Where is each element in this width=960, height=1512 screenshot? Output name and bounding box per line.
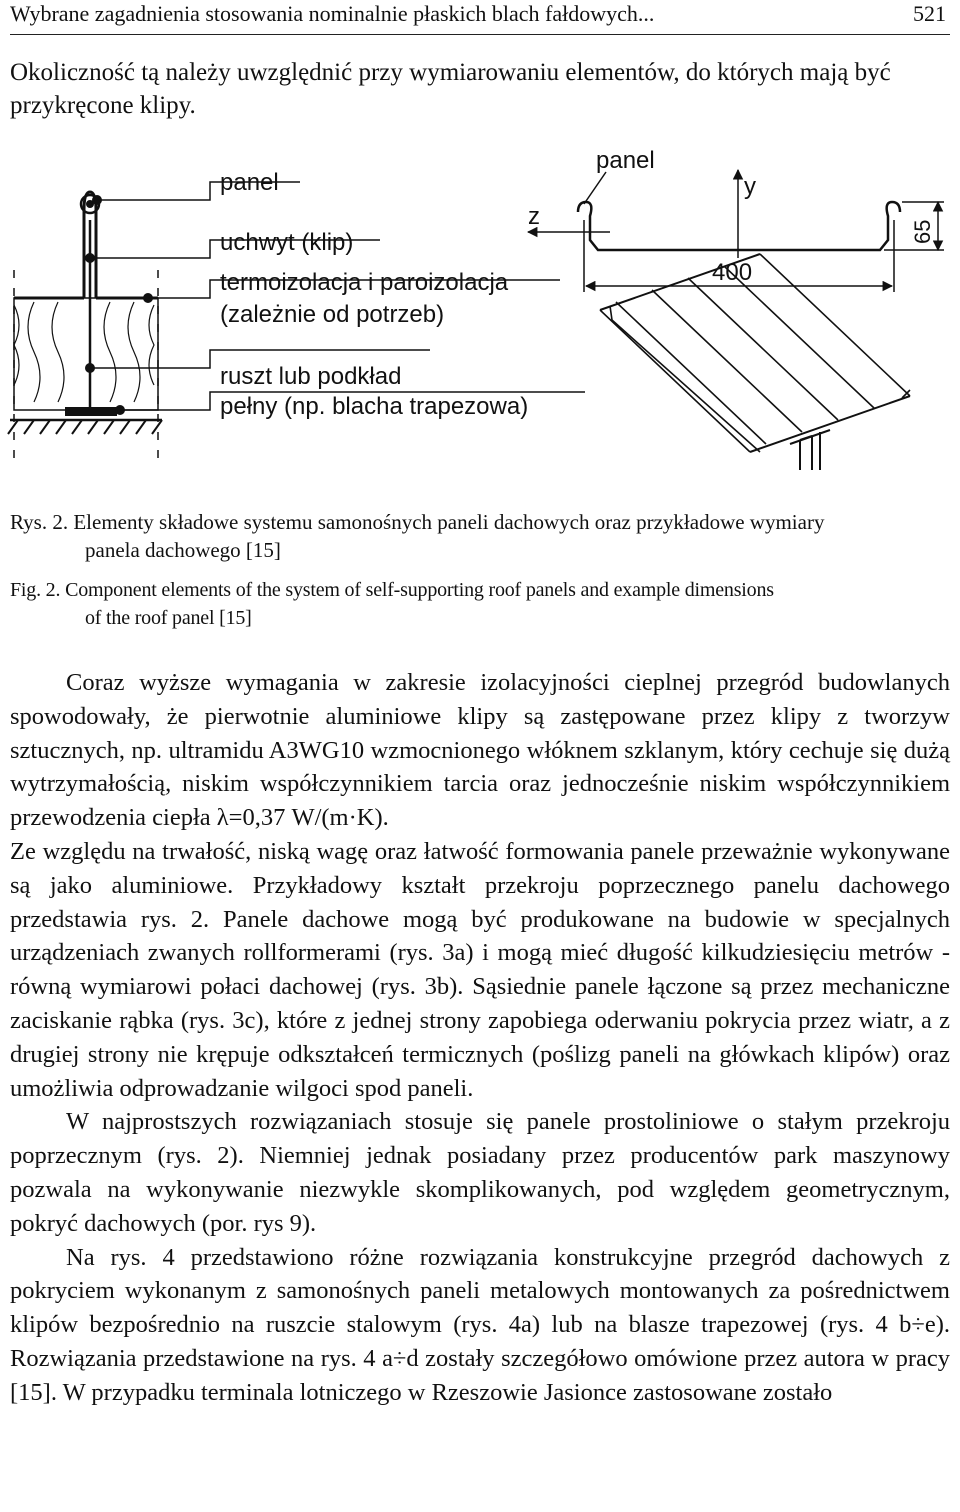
caption-polish <box>10 508 950 564</box>
label-panel-profile: panel <box>596 147 655 174</box>
paragraph-4: Na rys. 4 przedstawiono różne rozwiązania konstrukcyjne przegród dachowych z pokryciem wykonanym z samonośnych paneli metalowych montowanych za pośrednictwem klipów bezpośrednio na ruszcie stalowym (rys. 4a) lub na blasze trapezowej (rys. 4 b÷e). Rozwiązania przedstawione na rys. 4 a÷d zostały szczegółowo omówione przez autora w pracy [15]. W przypadku terminala lotniczego w Rzeszowie Jasionce zastosowane zostało <box>10 1243 950 1406</box>
running-header <box>10 0 950 35</box>
label-axis-z: z <box>528 203 540 230</box>
label-width-400: 400 <box>712 259 753 286</box>
profile-drawing <box>528 170 944 470</box>
caption-polish-line2: panela dachowego [15] <box>85 538 281 562</box>
caption-english <box>10 576 950 632</box>
paragraph-1: Coraz wyższe wymagania w zakresie izolacyjności cieplnej przegród budowlanych spowodowały, że pierwotnie aluminiowe klipy są zastępowane przez klipy z tworzyw sztucznych, np. ultramidu A3WG10 wzmocnionego włóknem szklanym, który cechuje się dużą wytrzymałością, niskim współczynnikiem tarcia oraz jednocześnie niskim współczynnikiem przewodzenia ciepła λ=0,37 W/(m·K). <box>10 669 950 832</box>
label-panel: panel <box>220 169 279 196</box>
header-title: Wybrane zagadnienia stosowania nominalnie płaskich blach fałdowych... <box>10 1 655 26</box>
caption-english-line1: Fig. 2. Component elements of the system of self-supporting roof panels and example dimensions <box>10 579 774 601</box>
body-text <box>10 666 950 1410</box>
label-support-1: ruszt lub podkład <box>220 363 402 390</box>
label-height-65: 65 <box>910 219 935 244</box>
paragraph-3: W najprostszych rozwiązaniach stosuje się panele prostoliniowe o stałym przekroju poprzecznym (rys. 2). Niemniej jednak posiadany przez producentów park maszynowy pozwala na wykonywanie niezwykle skomplikowanych, pod względem geometrycznym, pokryć dachowych (por. rys 9). <box>10 1108 950 1237</box>
intro-paragraph: Okoliczność tą należy uwzględnić przy wymiarowaniu elementów, do których mają być przykręcone klipy. <box>10 59 891 119</box>
label-insulation-2: (zależnie od potrzeb) <box>220 301 445 328</box>
caption-english-line2: of the roof panel [15] <box>85 607 252 629</box>
label-support-2: pełny (np. blacha trapezowa) <box>220 393 529 420</box>
label-insulation-1: termoizolacja i paroizolacja <box>220 269 509 296</box>
figure-2 <box>0 140 960 470</box>
figure-drawing <box>0 140 960 470</box>
label-axis-y: y <box>744 173 756 200</box>
label-clip: uchwyt (klip) <box>220 229 354 256</box>
page-number: 521 <box>913 1 946 26</box>
caption-polish-line1: Rys. 2. Elementy składowe systemu samonośnych paneli dachowych oraz przykładowe wymiary <box>10 510 825 534</box>
paragraph-2: Ze względu na trwałość, niską wagę oraz łatwość formowania panele przeważnie wykonywane są jako aluminiowe. Przykładowy kształt przekroju poprzecznego panelu dachowego przedstawia rys. 2. Panele dachowe mogą być produkowane na budowie w specjalnych urządzeniach zwanych rollformerami (rys. 3a) i mogą mieć długość kilkudziesięciu metrów - równą wymiarowi połaci dachowej (rys. 3b). Sąsiednie panele łączone są przez mechaniczne zaciskanie rąbka (rys. 3c), które z jednej strony zapobiega oderwaniu pokrycia przez wiatr, a z drugiej strony nie krępuje odkształceń termicznych (poślizg paneli na główkach klipów) oraz umożliwia odprowadzanie wilgoci spod paneli. <box>10 837 950 1102</box>
